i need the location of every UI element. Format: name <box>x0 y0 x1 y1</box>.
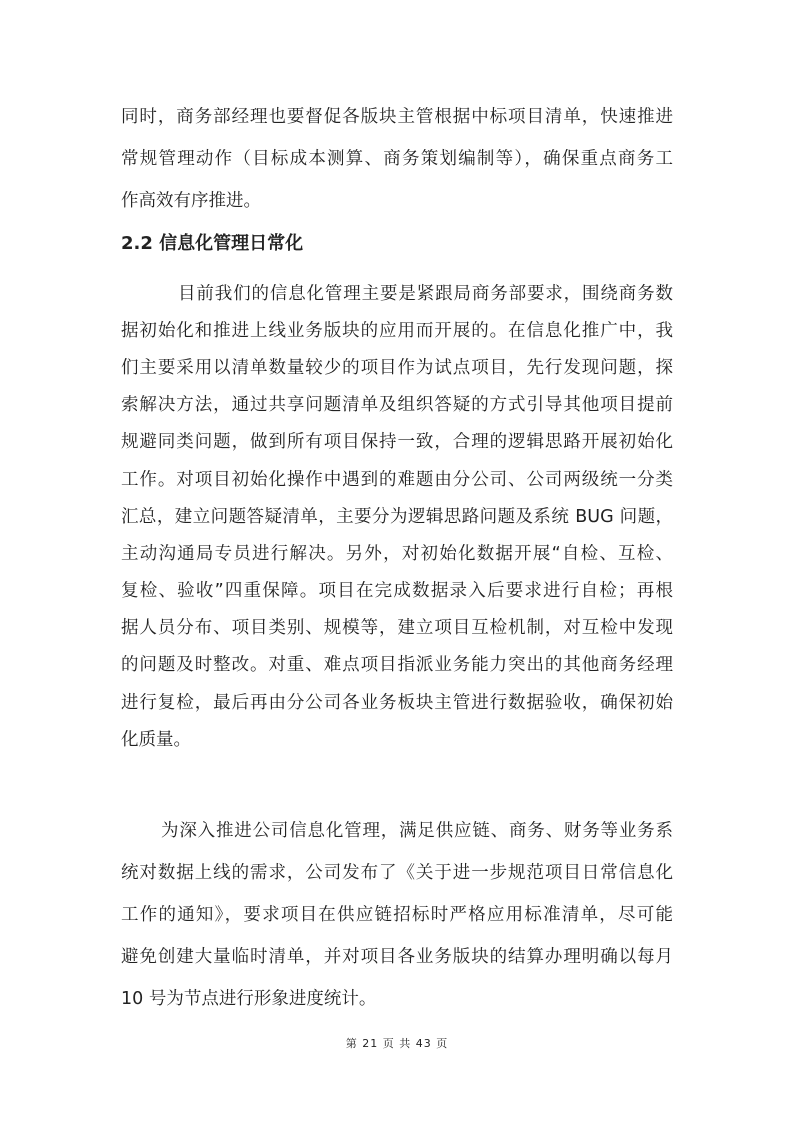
footer-suffix: 页 <box>436 1037 449 1050</box>
page-footer <box>0 1036 794 1052</box>
footer-current-page: 21 <box>362 1037 379 1050</box>
section-heading: 2.2 信息化管理日常化 <box>121 233 304 254</box>
paragraph-line: 们主要采用以清单数量较少的项目作为试点项目，先行发现问题，探 <box>121 358 673 378</box>
paragraph-line: 常规管理动作（目标成本测算、商务策划编制等），确保重点商务工 <box>121 149 673 169</box>
paragraph-line: 10 号为节点进行形象进度统计。 <box>121 989 377 1009</box>
paragraph-line: 据初始化和推进上线业务版块的应用而开展的。在信息化推广中，我 <box>121 321 673 341</box>
paragraph-line: 统对数据上线的需求，公司发布了《关于进一步规范项目日常信息化 <box>121 863 673 883</box>
paragraph-line: 工作的通知》，要求项目在供应链招标时严格应用标准清单，尽可能 <box>121 905 673 925</box>
paragraph-line: 目前我们的信息化管理主要是紧跟局商务部要求，围绕商务数 <box>178 284 673 304</box>
paragraph-line: 的问题及时整改。对重、难点项目指派业务能力突出的其他商务经理 <box>121 655 673 675</box>
footer-total-pages: 43 <box>415 1037 432 1050</box>
paragraph-line: 据人员分布、项目类别、规模等，建立项目互检机制，对互检中发现 <box>121 618 673 638</box>
paragraph-line: 汇总，建立问题答疑清单，主要分为逻辑思路问题及系统 BUG 问题， <box>121 507 673 527</box>
paragraph-line: 避免创建大量临时清单，并对项目各业务版块的结算办理明确以每月 <box>121 947 673 967</box>
paragraph-line: 化质量。 <box>121 730 191 750</box>
paragraph-line: 同时，商务部经理也要督促各版块主管根据中标项目清单，快速推进 <box>121 107 673 127</box>
paragraph-line: 复检、验收”四重保障。项目在完成数据录入后要求进行自检；再根 <box>121 581 673 601</box>
paragraph-line: 作高效有序推进。 <box>121 191 261 211</box>
paragraph-line: 为深入推进公司信息化管理，满足供应链、商务、财务等业务系 <box>161 821 673 841</box>
paragraph-line: 主动沟通局专员进行解决。另外，对初始化数据开展“自检、互检、 <box>121 544 673 564</box>
paragraph-line: 进行复检，最后再由分公司各业务板块主管进行数据验收，确保初始 <box>121 693 673 713</box>
footer-middle: 页 共 <box>382 1037 412 1050</box>
paragraph-line: 索解决方法，通过共享问题清单及组织答疑的方式引导其他项目提前 <box>121 395 673 415</box>
footer-prefix: 第 <box>345 1037 358 1050</box>
paragraph-line: 规避同类问题，做到所有项目保持一致，合理的逻辑思路开展初始化 <box>121 432 673 452</box>
paragraph-line: 工作。对项目初始化操作中遇到的难题由分公司、公司两级统一分类 <box>121 470 673 490</box>
